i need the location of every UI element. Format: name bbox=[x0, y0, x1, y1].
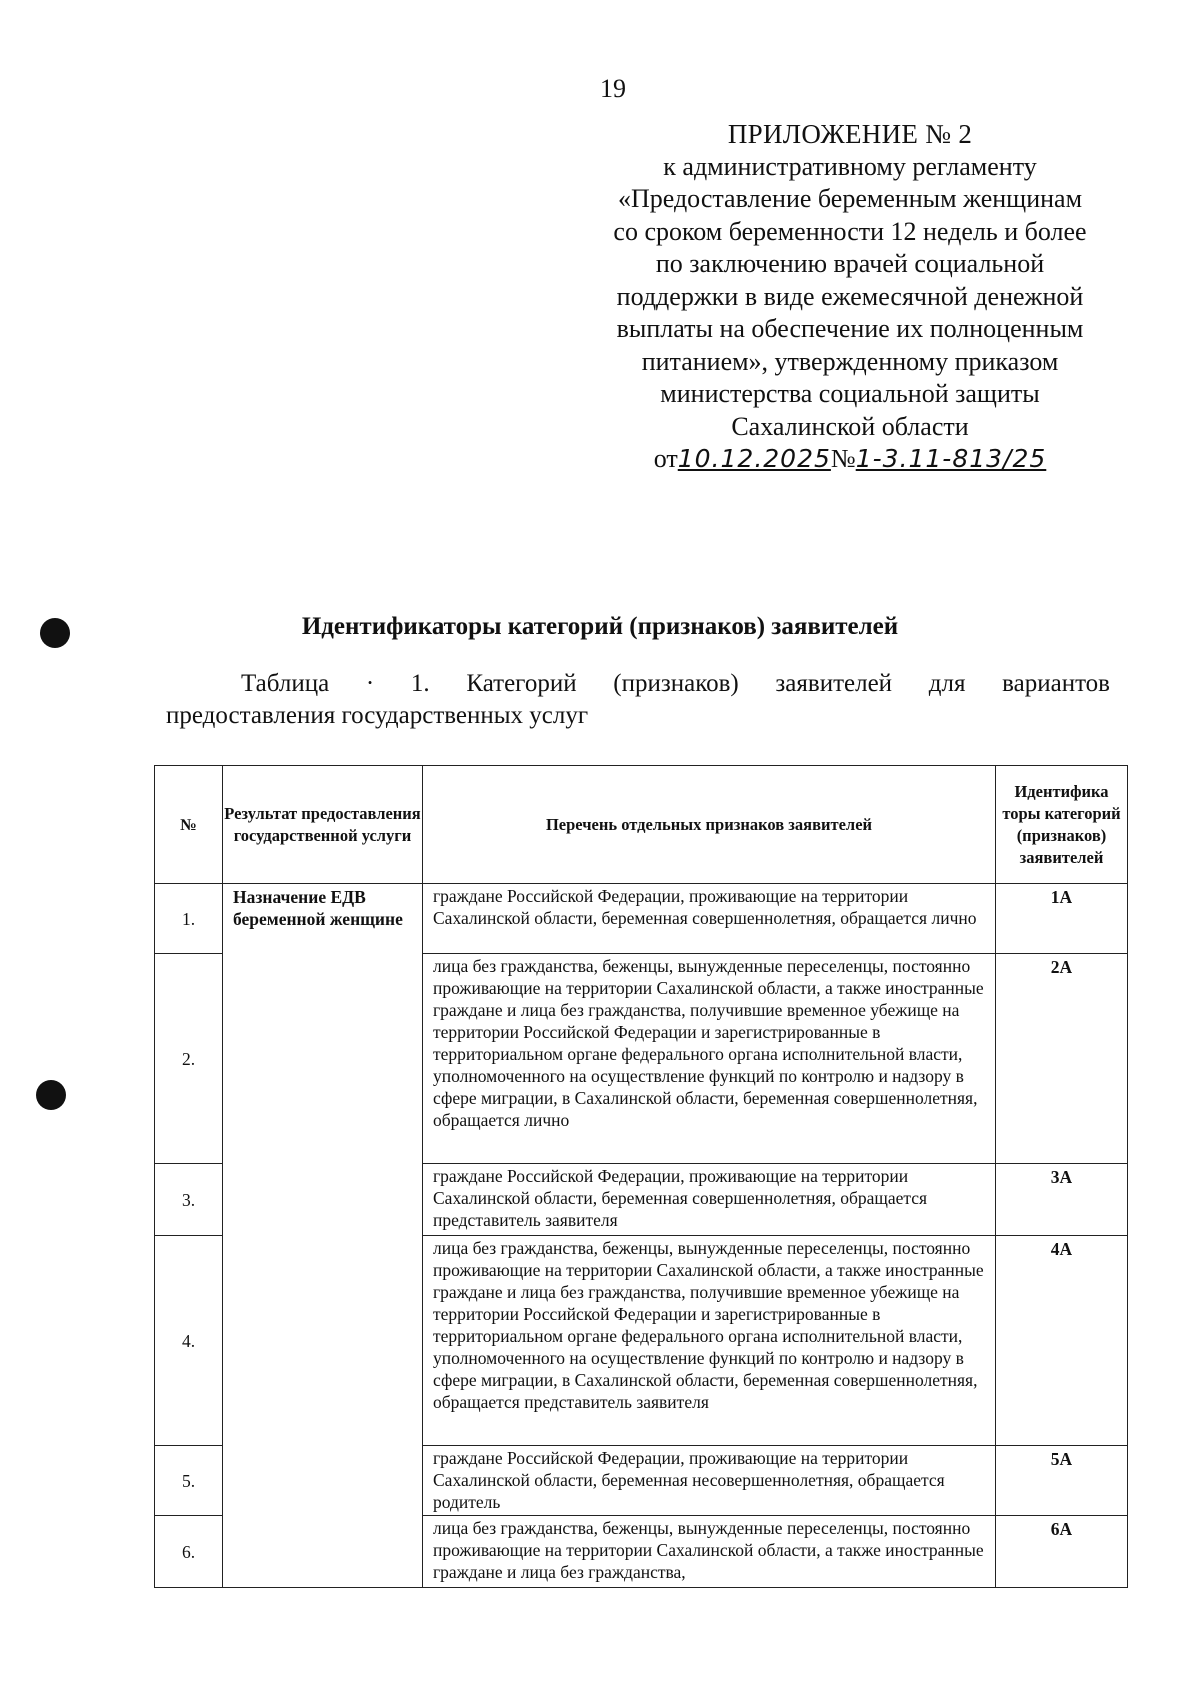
row-criteria: граждане Российской Федерации, проживающие на территории Сахалинской области, беременная совершеннолетняя, обращается представитель заявителя bbox=[423, 1164, 996, 1236]
appendix-line: к административному регламенту bbox=[663, 151, 1037, 181]
appendix-line: по заключению врачей социальной bbox=[655, 249, 1045, 278]
row-identifier: 4А bbox=[996, 1236, 1128, 1446]
appendix-line: «Предоставление беременным женщинам bbox=[617, 184, 1083, 213]
header-criteria: Перечень отдельных признаков заявителей bbox=[423, 766, 996, 884]
header-result: Результат предоставления государственной услуги bbox=[223, 766, 423, 884]
appendix-block bbox=[570, 118, 1130, 476]
page-number: 19 bbox=[600, 74, 626, 103]
appendix-line: Сахалинской области bbox=[731, 411, 969, 441]
appendix-line: министерства социальной защиты bbox=[660, 379, 1040, 408]
row-identifier: 2А bbox=[996, 954, 1128, 1164]
appendix-title: ПРИЛОЖЕНИЕ № 2 bbox=[727, 119, 973, 149]
row-criteria: лица без гражданства, беженцы, вынужденные переселенцы, постоянно проживающие на территории Сахалинской области, а также иностранные граждане и лица без гражданства, получившие временное убежище на территории Российской Федерации и зарегистрированные в территориальном органе федерального органа исполнительной власти, уполномоченного на осуществление функций по контролю и надзору в сфере миграции, в Сахалинской области, беременная совершеннолетняя, обращается представитель заявителя bbox=[423, 1236, 996, 1446]
table-caption bbox=[166, 668, 1110, 732]
row-identifier: 1А bbox=[996, 884, 1128, 954]
appendix-line: выплаты на обеспечение их полноценным bbox=[616, 314, 1084, 343]
handwritten-date: 10.12.2025 bbox=[677, 444, 831, 473]
applicant-categories-table bbox=[154, 765, 1128, 1588]
header-num: № bbox=[155, 766, 223, 884]
row-number: 3. bbox=[155, 1164, 223, 1236]
document-heading: Идентификаторы категорий (признаков) заявителей bbox=[301, 613, 899, 640]
row-identifier: 6А bbox=[996, 1516, 1128, 1588]
row-number: 4. bbox=[155, 1236, 223, 1446]
appendix-line: питанием», утвержденному приказом bbox=[641, 346, 1059, 376]
row-identifier: 5А bbox=[996, 1446, 1128, 1516]
row-criteria: лица без гражданства, беженцы, вынужденные переселенцы, постоянно проживающие на территории Сахалинской области, а также иностранные граждане и лица без гражданства, bbox=[423, 1516, 996, 1588]
row-number: 1. bbox=[155, 884, 223, 954]
result-cell: Назначение ЕДВ беременной женщине bbox=[223, 884, 423, 1588]
row-number: 6. bbox=[155, 1516, 223, 1588]
row-identifier: 3А bbox=[996, 1164, 1128, 1236]
row-criteria: лица без гражданства, беженцы, вынужденные переселенцы, постоянно проживающие на территории Сахалинской области, а также иностранные граждане и лица без гражданства, получившие временное убежище на территории Российской Федерации и зарегистрированные в территориальном органе федерального органа исполнительной власти, уполномоченного на осуществление функций по контролю и надзору в сфере миграции, в Сахалинской области, беременная совершеннолетняя, обращается лично bbox=[423, 954, 996, 1164]
row-number: 5. bbox=[155, 1446, 223, 1516]
handwritten-number: 1-3.11-813/25 bbox=[855, 444, 1047, 473]
row-criteria: граждане Российской Федерации, проживающие на территории Сахалинской области, беременная совершеннолетняя, обращается лично bbox=[423, 884, 996, 954]
appendix-line: со сроком беременности 12 недель и более bbox=[613, 216, 1087, 246]
table-caption-line: Таблица · 1. Категорий (признаков) заявителей для вариантов bbox=[241, 670, 1110, 697]
row-criteria: граждане Российской Федерации, проживающие на территории Сахалинской области, беременная несовершеннолетняя, обращается родитель bbox=[423, 1446, 996, 1516]
appendix-line: поддержки в виде ежемесячной денежной bbox=[616, 281, 1084, 311]
order-reference bbox=[570, 443, 1130, 476]
table-caption-line: предоставления государственных услуг bbox=[166, 702, 589, 729]
punch-hole-dot bbox=[36, 1080, 66, 1110]
number-label: № bbox=[830, 444, 856, 473]
table-row bbox=[155, 884, 1128, 954]
row-number: 2. bbox=[155, 954, 223, 1164]
table-header-row bbox=[155, 766, 1128, 884]
header-identifier: Идентифика торы категорий (признаков) заявителей bbox=[996, 766, 1128, 884]
from-label: от bbox=[653, 444, 678, 473]
